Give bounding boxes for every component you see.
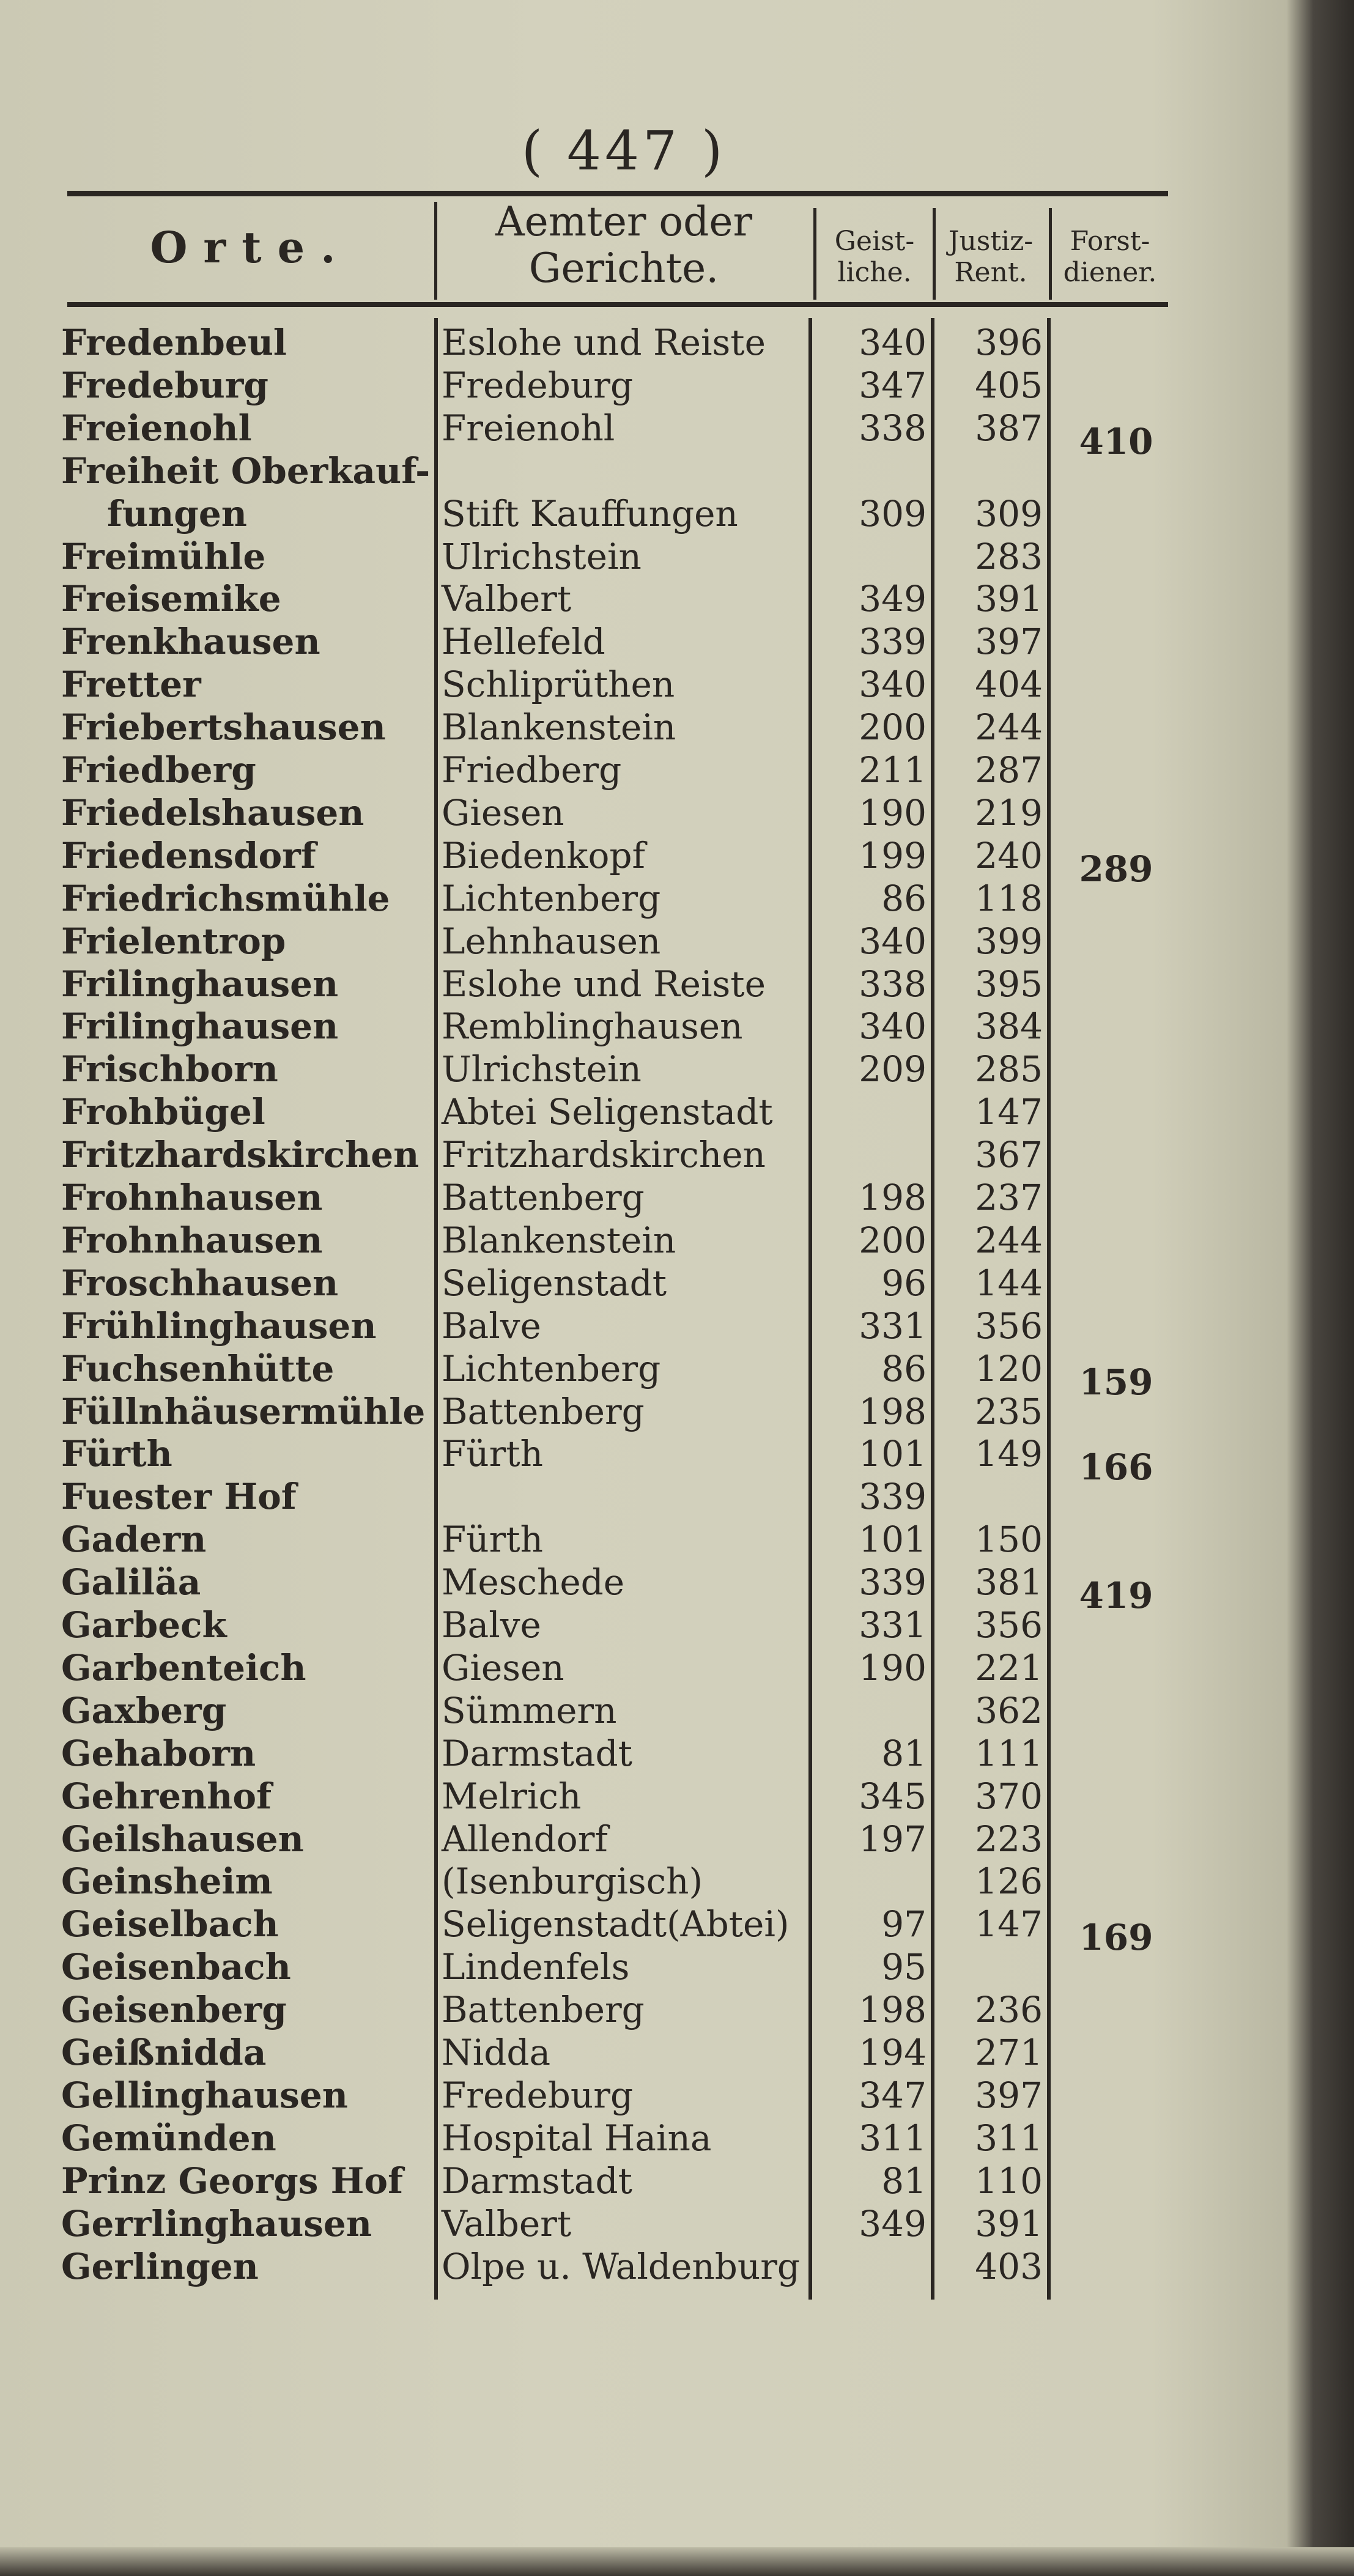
amt-name: Lindenfels [442, 1946, 630, 1988]
table-row [0, 663, 1284, 706]
header-aemter-line2: Gerichte. [528, 244, 719, 292]
geist-value: 101 [859, 1519, 927, 1561]
amt-name: Battenberg [442, 1390, 645, 1432]
amt-name: Battenberg [442, 1177, 645, 1218]
justiz-value: 244 [975, 1219, 1043, 1261]
geist-value: 347 [859, 364, 927, 406]
geist-value: 339 [859, 1476, 927, 1518]
geist-value: 345 [859, 1775, 927, 1817]
table-row [0, 706, 1284, 749]
header-justiz [936, 226, 1046, 288]
geist-value: 340 [859, 664, 927, 706]
place-name: Friedberg [61, 749, 256, 791]
justiz-value: 311 [975, 2117, 1043, 2159]
table-row [0, 1775, 1284, 1818]
amt-name: (Isenburgisch) [442, 1860, 703, 1903]
geist-value: 198 [859, 1177, 927, 1218]
geist-value: 199 [859, 834, 927, 876]
place-name: Frühlinghausen [61, 1305, 377, 1347]
amt-name: Eslohe und Reiste [442, 963, 766, 1005]
table-row [0, 1732, 1284, 1775]
place-name: Freienohl [61, 407, 252, 449]
amt-name: Abtei Seligenstadt [442, 1091, 773, 1133]
table-row [0, 1646, 1284, 1689]
amt-name: Ulrichstein [442, 1048, 642, 1090]
table-row [0, 407, 1284, 462]
place-name: Freisemike [61, 578, 281, 620]
table-row [0, 749, 1284, 791]
justiz-value: 309 [975, 492, 1043, 535]
geist-value: 97 [881, 1903, 927, 1945]
justiz-value: 120 [975, 1347, 1043, 1390]
place-name: Garbeck [61, 1604, 227, 1646]
geist-value: 81 [881, 2160, 927, 2202]
amt-name: Darmstadt [442, 1732, 632, 1774]
table-row [0, 791, 1284, 834]
amt-name: Balve [442, 1604, 541, 1646]
place-name: Frohbügel [61, 1091, 265, 1133]
table-row [0, 1988, 1284, 2031]
header-justiz-line2: Rent. [954, 256, 1027, 288]
table-row [0, 1390, 1284, 1433]
table-row [0, 1432, 1284, 1489]
header-rule [67, 302, 1168, 307]
amt-name: Fredeburg [442, 2074, 634, 2116]
place-name: Gadern [61, 1519, 207, 1561]
place-name: Gaxberg [61, 1689, 227, 1731]
amt-name: Fritzhardskirchen [442, 1134, 766, 1176]
amt-name: Ulrichstein [442, 535, 642, 577]
forst-value: 159 [1079, 1361, 1153, 1403]
place-name: Friedelshausen [61, 791, 364, 834]
header-geist-line1: Geist- [834, 226, 915, 257]
header-aemter [440, 199, 807, 292]
table-row [0, 920, 1284, 963]
amt-name: Friedberg [442, 749, 622, 791]
amt-name: Valbert [442, 578, 572, 620]
amt-name: Balve [442, 1305, 541, 1347]
place-name: Geisenberg [61, 1989, 287, 2031]
geist-value: 86 [881, 1347, 927, 1390]
table-row [0, 1048, 1284, 1090]
table-row [0, 2160, 1284, 2202]
justiz-value: 405 [975, 364, 1043, 406]
table-row [0, 1945, 1284, 1988]
amt-name: Biedenkopf [442, 834, 645, 876]
geist-value: 349 [859, 2202, 927, 2245]
justiz-value: 236 [975, 1989, 1043, 2031]
amt-name: Schliprüthen [442, 664, 675, 706]
place-name: Gerlingen [61, 2245, 259, 2287]
table-row [0, 1604, 1284, 1646]
justiz-value: 147 [975, 1903, 1043, 1945]
table-row [0, 1860, 1284, 1903]
geist-value: 96 [881, 1262, 927, 1304]
place-name: Gehrenhof [61, 1775, 272, 1817]
amt-name: Allendorf [442, 1818, 608, 1860]
geist-value: 340 [859, 322, 927, 363]
table-row [0, 1518, 1284, 1561]
table-row [0, 450, 1284, 492]
justiz-value: 381 [975, 1561, 1043, 1604]
table-row [0, 2074, 1284, 2117]
header-forst [1052, 226, 1168, 288]
justiz-value: 397 [975, 621, 1043, 663]
table-row [0, 620, 1284, 663]
amt-name: Sümmern [442, 1689, 617, 1731]
table-row [0, 1133, 1284, 1176]
justiz-value: 370 [975, 1775, 1043, 1817]
geist-value: 197 [859, 1818, 927, 1860]
table-row [0, 2117, 1284, 2160]
geist-value: 190 [859, 1646, 927, 1689]
place-name: Frohnhausen [61, 1219, 323, 1261]
place-name: Geisenbach [61, 1946, 291, 1988]
justiz-value: 147 [975, 1091, 1043, 1133]
amt-name: Battenberg [442, 1989, 645, 2031]
justiz-value: 395 [975, 963, 1043, 1005]
header-forst-line1: Forst- [1070, 226, 1150, 257]
header-justiz-line1: Justiz- [948, 226, 1034, 257]
place-name: Frischborn [61, 1048, 278, 1090]
table-row [0, 1903, 1284, 1959]
geist-value: 198 [859, 1390, 927, 1432]
amt-name: Seligenstadt [442, 1262, 667, 1304]
justiz-value: 150 [975, 1519, 1043, 1561]
place-name: Prinz Georgs Hof [61, 2160, 404, 2202]
amt-name: Fredeburg [442, 364, 634, 406]
justiz-value: 144 [975, 1262, 1043, 1304]
amt-name: Freienohl [442, 407, 615, 449]
justiz-value: 219 [975, 791, 1043, 834]
geist-value: 95 [881, 1946, 927, 1988]
place-name: Freimühle [61, 535, 266, 577]
table-row [0, 1689, 1284, 1732]
justiz-value: 391 [975, 578, 1043, 620]
forst-value: 419 [1079, 1575, 1153, 1617]
justiz-value: 367 [975, 1134, 1043, 1176]
justiz-value: 283 [975, 535, 1043, 577]
amt-name: Olpe u. Waldenburg [442, 2245, 801, 2287]
header-divider [434, 202, 437, 300]
table-row [0, 364, 1284, 407]
header-divider [1049, 208, 1052, 300]
amt-name: Lichtenberg [442, 877, 661, 919]
amt-name: Fürth [442, 1433, 543, 1475]
geist-value: 209 [859, 1048, 927, 1090]
justiz-value: 110 [975, 2160, 1043, 2202]
amt-name: Hospital Haina [442, 2117, 712, 2159]
place-name: Gemünden [61, 2117, 276, 2159]
table-row [0, 1005, 1284, 1048]
amt-name: Lichtenberg [442, 1347, 661, 1390]
place-name: Geißnidda [61, 2032, 267, 2073]
geist-value: 339 [859, 1561, 927, 1604]
justiz-value: 149 [975, 1433, 1043, 1475]
geist-value: 194 [859, 2032, 927, 2073]
place-name: Friedrichsmühle [61, 877, 390, 919]
table-row [0, 1561, 1284, 1617]
geist-value: 86 [881, 877, 927, 919]
geist-value: 309 [859, 492, 927, 535]
table-row [0, 492, 1284, 535]
justiz-value: 356 [975, 1305, 1043, 1347]
header-forst-line2: diener. [1063, 256, 1157, 288]
justiz-value: 356 [975, 1604, 1043, 1646]
justiz-value: 391 [975, 2202, 1043, 2245]
amt-name: Valbert [442, 2202, 572, 2245]
place-name: Frilinghausen [61, 1005, 339, 1048]
justiz-value: 362 [975, 1689, 1043, 1731]
geist-value: 338 [859, 963, 927, 1005]
place-name: Fretter [61, 664, 201, 706]
place-name: Fritzhardskirchen [61, 1134, 420, 1176]
place-name: Fuester Hof [61, 1476, 297, 1518]
page-number: ( 447 ) [521, 119, 727, 182]
table-row [0, 2031, 1284, 2074]
place-name: fungen [107, 492, 247, 535]
justiz-value: 111 [975, 1732, 1043, 1774]
header-orte: Orte. [150, 222, 352, 273]
table-row [0, 535, 1284, 578]
geist-value: 331 [859, 1604, 927, 1646]
amt-name: Remblinghausen [442, 1005, 743, 1048]
place-name: Geiselbach [61, 1903, 279, 1945]
top-rule [67, 191, 1168, 196]
place-name: Geilshausen [61, 1818, 304, 1860]
place-name: Friedensdorf [61, 834, 316, 876]
table-row [0, 963, 1284, 1005]
table-row [0, 834, 1284, 890]
justiz-value: 287 [975, 749, 1043, 791]
forst-value: 410 [1079, 420, 1153, 462]
place-name: Friebertshausen [61, 706, 386, 749]
amt-name: Nidda [442, 2032, 551, 2073]
geist-value: 190 [859, 791, 927, 834]
geist-value: 340 [859, 920, 927, 962]
justiz-value: 244 [975, 706, 1043, 749]
geist-value: 331 [859, 1305, 927, 1347]
table-row [0, 321, 1284, 364]
justiz-value: 118 [975, 877, 1043, 919]
amt-name: Lehnhausen [442, 920, 661, 962]
place-name: Fredeburg [61, 364, 268, 406]
table-row [0, 2202, 1284, 2245]
amt-name: Eslohe und Reiste [442, 322, 766, 363]
place-name: Frilinghausen [61, 963, 339, 1005]
justiz-value: 387 [975, 407, 1043, 449]
justiz-value: 384 [975, 1005, 1043, 1048]
header-divider [813, 208, 816, 300]
header-geist-line2: liche. [837, 256, 912, 288]
amt-name: Meschede [442, 1561, 625, 1604]
table-row [0, 577, 1284, 620]
table-row [0, 1262, 1284, 1305]
justiz-value: 240 [975, 834, 1043, 876]
table-row [0, 1347, 1284, 1403]
amt-name: Blankenstein [442, 706, 676, 749]
amt-name: Darmstadt [442, 2160, 632, 2202]
place-name: Frenkhausen [61, 621, 320, 663]
table-row [0, 877, 1284, 920]
place-name: Fürth [61, 1433, 172, 1475]
geist-value: 338 [859, 407, 927, 449]
page-edge [0, 2547, 1354, 2576]
amt-name: Stift Kauffungen [442, 492, 738, 535]
place-name: Frielentrop [61, 920, 286, 962]
place-name: Garbenteich [61, 1646, 306, 1689]
justiz-value: 271 [975, 2032, 1043, 2073]
geist-value: 81 [881, 1732, 927, 1774]
amt-name: Seligenstadt(Abtei) [442, 1903, 790, 1945]
justiz-value: 403 [975, 2245, 1043, 2287]
justiz-value: 397 [975, 2074, 1043, 2116]
place-name: Fuchsenhütte [61, 1347, 335, 1390]
geist-value: 311 [859, 2117, 927, 2159]
table-row [0, 1219, 1284, 1262]
amt-name: Hellefeld [442, 621, 605, 663]
justiz-value: 223 [975, 1818, 1043, 1860]
amt-name: Giesen [442, 791, 564, 834]
geist-value: 200 [859, 1219, 927, 1261]
place-name: Füllnhäusermühle [61, 1390, 426, 1432]
forst-value: 166 [1079, 1446, 1153, 1489]
amt-name: Blankenstein [442, 1219, 676, 1261]
header-divider [933, 208, 936, 300]
amt-name: Giesen [442, 1646, 564, 1689]
place-name: Froschhausen [61, 1262, 339, 1304]
geist-value: 349 [859, 578, 927, 620]
justiz-value: 396 [975, 322, 1043, 363]
justiz-value: 126 [975, 1860, 1043, 1903]
header-aemter-line1: Aemter oder [495, 198, 752, 245]
place-name: Gellinghausen [61, 2074, 348, 2116]
place-name: Galiläa [61, 1561, 201, 1604]
geist-value: 211 [859, 749, 927, 791]
place-name: Gerrlinghausen [61, 2202, 372, 2245]
table-row [0, 1305, 1284, 1347]
geist-value: 101 [859, 1433, 927, 1475]
justiz-value: 285 [975, 1048, 1043, 1090]
header-geist [816, 226, 933, 288]
justiz-value: 235 [975, 1390, 1043, 1432]
justiz-value: 399 [975, 920, 1043, 962]
amt-name: Fürth [442, 1519, 543, 1561]
table-row [0, 1475, 1284, 1518]
amt-name: Melrich [442, 1775, 582, 1817]
forst-value: 289 [1079, 848, 1153, 890]
place-name: Freiheit Oberkauf- [61, 450, 431, 492]
justiz-value: 404 [975, 664, 1043, 706]
table-row [0, 1176, 1284, 1219]
geist-value: 340 [859, 1005, 927, 1048]
geist-value: 198 [859, 1989, 927, 2031]
table-row [0, 2245, 1284, 2288]
justiz-value: 237 [975, 1177, 1043, 1218]
justiz-value: 221 [975, 1646, 1043, 1689]
place-name: Gehaborn [61, 1732, 256, 1774]
place-name: Fredenbeul [61, 322, 287, 363]
place-name: Geinsheim [61, 1860, 273, 1903]
table-row [0, 1090, 1284, 1133]
place-name: Frohnhausen [61, 1177, 323, 1218]
table-row [0, 1818, 1284, 1860]
geist-value: 347 [859, 2074, 927, 2116]
geist-value: 339 [859, 621, 927, 663]
forst-value: 169 [1079, 1917, 1153, 1959]
geist-value: 200 [859, 706, 927, 749]
